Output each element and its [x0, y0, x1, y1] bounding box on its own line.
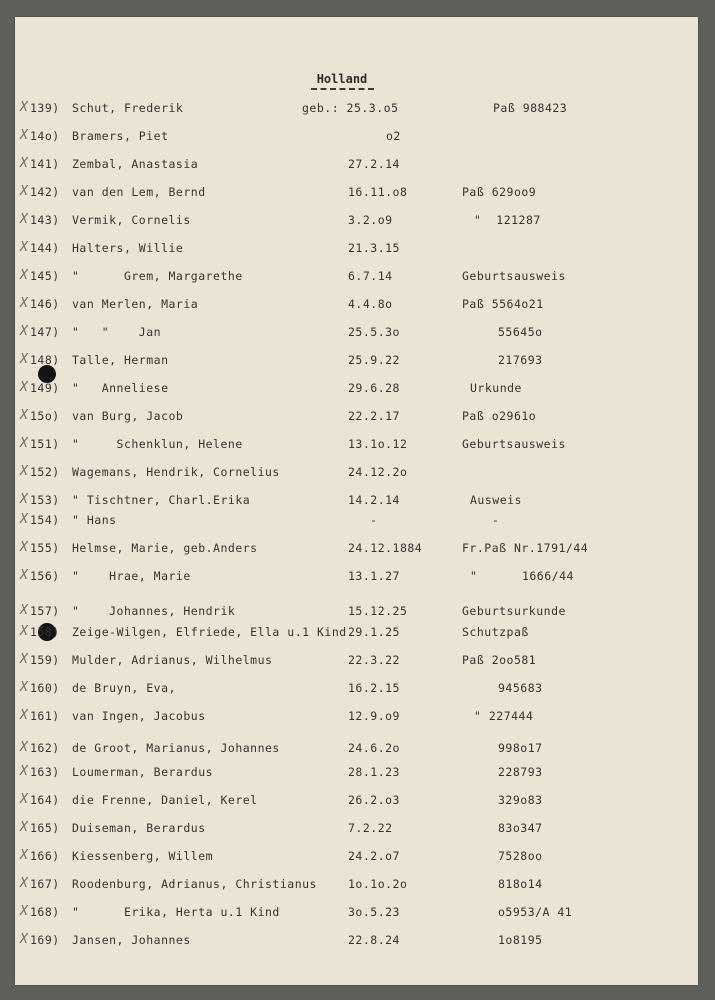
- list-item: [15, 325, 698, 343]
- entry-number: 152): [30, 465, 60, 479]
- person-name: " Hans: [72, 513, 117, 527]
- check-mark: X: [20, 848, 29, 863]
- entry-number: 167): [30, 877, 60, 891]
- check-mark: X: [20, 932, 29, 947]
- person-name: de Groot, Marianus, Johannes: [72, 741, 280, 755]
- birth-date: 25.9.22: [348, 353, 400, 367]
- person-name: " Anneliese: [72, 381, 169, 395]
- person-name: " Schenklun, Helene: [72, 437, 243, 451]
- birth-date: 28.1.23: [348, 765, 400, 779]
- list-item: [15, 933, 698, 951]
- list-item: [15, 653, 698, 671]
- check-mark: X: [20, 540, 29, 555]
- entry-number: 141): [30, 157, 60, 171]
- birth-date: 13.1o.12: [348, 437, 408, 451]
- document-reference: " 121287: [474, 213, 541, 227]
- list-item: [15, 437, 698, 455]
- entry-number: 161): [30, 709, 60, 723]
- birth-date: 7.2.22: [348, 821, 393, 835]
- person-name: de Bruyn, Eva,: [72, 681, 176, 695]
- document-reference: Geburtsausweis: [462, 437, 566, 451]
- list-item: [15, 129, 698, 147]
- person-name: Zembal, Anastasia: [72, 157, 199, 171]
- birth-date: 15.12.25: [348, 604, 408, 618]
- list-item: [15, 541, 698, 559]
- document-reference: Paß 988423: [493, 101, 568, 115]
- document-reference: Schutzpaß: [462, 625, 529, 639]
- list-item: [15, 765, 698, 783]
- list-item: [15, 101, 698, 119]
- document-reference: 55645o: [498, 325, 543, 339]
- birth-date: 3.2.o9: [348, 213, 393, 227]
- check-mark: X: [20, 212, 29, 227]
- birth-date: 24.12.2o: [348, 465, 408, 479]
- check-mark: X: [20, 324, 29, 339]
- birth-date: 12.9.o9: [348, 709, 400, 723]
- check-mark: X: [20, 184, 29, 199]
- entry-number: 156): [30, 569, 60, 583]
- birth-date: 16.11.o8: [348, 185, 408, 199]
- list-item: [15, 157, 698, 175]
- person-name: Zeige-Wilgen, Elfriede, Ella u.1 Kind: [72, 625, 347, 639]
- entry-number: 164): [30, 793, 60, 807]
- list-item: [15, 793, 698, 811]
- check-mark: X: [20, 764, 29, 779]
- entry-number: 144): [30, 241, 60, 255]
- entry-number: 159): [30, 653, 60, 667]
- check-mark: X: [20, 156, 29, 171]
- entry-number: 160): [30, 681, 60, 695]
- list-item: [15, 877, 698, 895]
- check-mark: X: [20, 680, 29, 695]
- birth-date: 1o.1o.2o: [348, 877, 408, 891]
- check-mark: X: [20, 268, 29, 283]
- check-mark: X: [20, 740, 29, 755]
- list-item: [15, 493, 698, 511]
- check-mark: X: [20, 128, 29, 143]
- entry-number: 149): [30, 381, 60, 395]
- person-name: Schut, Frederik: [72, 101, 184, 115]
- entry-number: 142): [30, 185, 60, 199]
- birth-date: 29.1.25: [348, 625, 400, 639]
- document-reference: Paß o2961o: [462, 409, 537, 423]
- document-reference: Fr.Paß Nr.1791/44: [462, 541, 589, 555]
- birth-date: 26.2.o3: [348, 793, 400, 807]
- check-mark: X: [20, 380, 29, 395]
- document-reference: o5953/A 41: [498, 905, 573, 919]
- person-name: van Ingen, Jacobus: [72, 709, 206, 723]
- document-reference: Urkunde: [470, 381, 522, 395]
- document-reference: Paß 5564o21: [462, 297, 544, 311]
- person-name: " Tischtner, Charl.Erika: [72, 493, 251, 507]
- list-item: [15, 381, 698, 399]
- document-reference: 998o17: [498, 741, 543, 755]
- birth-date: 22.8.24: [348, 933, 400, 947]
- person-name: Jansen, Johannes: [72, 933, 191, 947]
- list-item: [15, 241, 698, 259]
- birth-date: 29.6.28: [348, 381, 400, 395]
- list-item: [15, 353, 698, 371]
- birth-date: 24.6.2o: [348, 741, 400, 755]
- check-mark: X: [20, 512, 29, 527]
- list-item: [15, 741, 698, 759]
- entry-number: 165): [30, 821, 60, 835]
- entry-number: 139): [30, 101, 60, 115]
- list-item: [15, 905, 698, 923]
- document-reference: 83o347: [498, 821, 543, 835]
- entry-number: 162): [30, 741, 60, 755]
- list-item: [15, 213, 698, 231]
- person-name: van Merlen, Maria: [72, 297, 199, 311]
- person-name: " Hrae, Marie: [72, 569, 191, 583]
- document-reference: " 227444: [474, 709, 534, 723]
- document-reference: 7528oo: [498, 849, 543, 863]
- person-name: " Johannes, Hendrik: [72, 604, 236, 618]
- entry-number: 145): [30, 269, 60, 283]
- person-name: Mulder, Adrianus, Wilhelmus: [72, 653, 273, 667]
- entry-number: 147): [30, 325, 60, 339]
- person-name: Helmse, Marie, geb.Anders: [72, 541, 258, 555]
- entry-number: 154): [30, 513, 60, 527]
- person-name: " Erika, Herta u.1 Kind: [72, 905, 280, 919]
- entry-number: 163): [30, 765, 60, 779]
- document-reference: 228793: [498, 765, 543, 779]
- person-name: die Frenne, Daniel, Kerel: [72, 793, 258, 807]
- birth-date: 21.3.15: [348, 241, 400, 255]
- list-item: [15, 513, 698, 531]
- person-name: Duiseman, Berardus: [72, 821, 206, 835]
- check-mark: X: [20, 603, 29, 618]
- check-mark: X: [20, 792, 29, 807]
- document-reference: 818o14: [498, 877, 543, 891]
- birth-date: 24.2.o7: [348, 849, 400, 863]
- list-item: [15, 821, 698, 839]
- document-page: [15, 17, 698, 985]
- entry-number: 15o): [30, 409, 60, 423]
- document-reference: Ausweis: [470, 493, 522, 507]
- check-mark: X: [20, 624, 29, 639]
- check-mark: X: [20, 492, 29, 507]
- person-name: Kiessenberg, Willem: [72, 849, 214, 863]
- check-mark: X: [20, 652, 29, 667]
- document-reference: Geburtsausweis: [462, 269, 566, 283]
- entry-number: 155): [30, 541, 60, 555]
- birth-date: 14.2.14: [348, 493, 400, 507]
- document-reference: 945683: [498, 681, 543, 695]
- check-mark: X: [20, 464, 29, 479]
- list-item: [15, 269, 698, 287]
- person-name: Wagemans, Hendrik, Cornelius: [72, 465, 280, 479]
- list-item: [15, 569, 698, 587]
- check-mark: X: [20, 240, 29, 255]
- birth-date: -: [370, 513, 378, 527]
- entry-number: 148): [30, 353, 60, 367]
- birth-date: 22.3.22: [348, 653, 400, 667]
- list-item: [15, 625, 698, 643]
- entry-number: 157): [30, 604, 60, 618]
- check-mark: X: [20, 436, 29, 451]
- list-item: [15, 849, 698, 867]
- check-mark: X: [20, 568, 29, 583]
- birth-date: o2: [386, 129, 401, 143]
- entry-number: 166): [30, 849, 60, 863]
- document-reference: 329o83: [498, 793, 543, 807]
- document-reference: Paß 629oo9: [462, 185, 537, 199]
- document-reference: Geburtsurkunde: [462, 604, 566, 618]
- title-underline: [311, 88, 374, 90]
- person-name: Talle, Herman: [72, 353, 169, 367]
- check-mark: X: [20, 820, 29, 835]
- check-mark: X: [20, 876, 29, 891]
- birth-date: 3o.5.23: [348, 905, 400, 919]
- list-item: [15, 604, 698, 622]
- entry-number: 158): [30, 625, 60, 639]
- entry-number: 146): [30, 297, 60, 311]
- entry-number: 168): [30, 905, 60, 919]
- entry-number: 143): [30, 213, 60, 227]
- document-reference: Paß 2oo581: [462, 653, 537, 667]
- birth-date: 27.2.14: [348, 157, 400, 171]
- document-reference: 217693: [498, 353, 543, 367]
- person-name: Loumerman, Berardus: [72, 765, 214, 779]
- document-reference: -: [492, 513, 500, 527]
- person-name: Halters, Willie: [72, 241, 184, 255]
- birth-date: 4.4.8o: [348, 297, 393, 311]
- check-mark: X: [20, 708, 29, 723]
- birth-date: 13.1.27: [348, 569, 400, 583]
- document-reference: " 1666/44: [470, 569, 574, 583]
- birth-date: 6.7.14: [348, 269, 393, 283]
- entry-number: 153): [30, 493, 60, 507]
- check-mark: X: [20, 352, 29, 367]
- check-mark: X: [20, 904, 29, 919]
- birth-date: geb.: 25.3.o5: [302, 101, 399, 115]
- person-name: van den Lem, Bernd: [72, 185, 206, 199]
- birth-date: 22.2.17: [348, 409, 400, 423]
- person-name: Vermik, Cornelis: [72, 213, 191, 227]
- birth-date: 16.2.15: [348, 681, 400, 695]
- check-mark: X: [20, 100, 29, 115]
- check-mark: X: [20, 296, 29, 311]
- birth-date: 25.5.3o: [348, 325, 400, 339]
- birth-date: 24.12.1884: [348, 541, 423, 555]
- person-name: Bramers, Piet: [72, 129, 169, 143]
- list-item: [15, 297, 698, 315]
- person-name: " Grem, Margarethe: [72, 269, 243, 283]
- list-item: [15, 681, 698, 699]
- person-name: van Burg, Jacob: [72, 409, 184, 423]
- page-title: Holland: [316, 72, 368, 86]
- entry-number: 169): [30, 933, 60, 947]
- list-item: [15, 465, 698, 483]
- entry-number: 151): [30, 437, 60, 451]
- list-item: [15, 185, 698, 203]
- person-name: " " Jan: [72, 325, 162, 339]
- person-name: Roodenburg, Adrianus, Christianus: [72, 877, 317, 891]
- list-item: [15, 409, 698, 427]
- list-item: [15, 709, 698, 727]
- document-reference: 1o8195: [498, 933, 543, 947]
- entry-number: 14o): [30, 129, 60, 143]
- check-mark: X: [20, 408, 29, 423]
